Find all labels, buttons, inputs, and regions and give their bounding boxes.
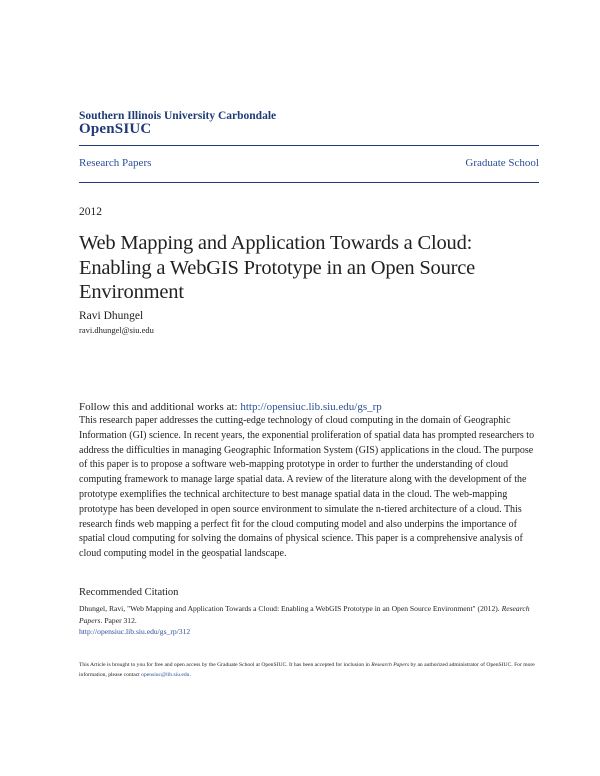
- author-email: ravi.dhungel@siu.edu: [79, 325, 154, 335]
- citation-link[interactable]: http://opensiuc.lib.siu.edu/gs_rp/312: [79, 627, 191, 636]
- repository-name[interactable]: OpenSIUC: [79, 121, 152, 137]
- abstract-text: This research paper addresses the cutting-edge technology of cloud computing in the domain of Geographic Information (GI) science. In recent years, the exponential proliferation of spatial data has prompted researchers to address the difficulties in managing Geographic Information System (GIS) applications in the cloud. The purpose of this paper is to propose a software web-mapping prototype in order to further the understanding of cloud computing framework to manage large spatial data. A review of the literature along with the development of the prototype exemplifies the technical architecture to best manage spatial data in the cloud. The web-mapping prototype has been developed in open source environment to simulate the n-tiered architecture of a cloud. This research finds web mapping a perfect fit for the cloud computing model and also underpins the importance of spatial cloud computing for solving the domains of physical science. This paper is a comprehensive analysis of cloud computing model in the geospatial landscape.: [79, 415, 535, 560]
- citation-paper-number: . Paper 312.: [100, 615, 137, 625]
- header-rule-bottom: [79, 182, 539, 183]
- follow-line: [79, 401, 382, 413]
- contact-email-link[interactable]: opensiuc@lib.siu.edu: [141, 672, 190, 679]
- research-papers-link[interactable]: Research Papers: [79, 157, 152, 169]
- paper-title: Web Mapping and Application Towards a Cloud: Enabling a WebGIS Prototype in an Open Source Environment: [79, 232, 476, 303]
- footer-text-1: This Article is brought to you for free and open access by the Graduate School at OpenSIUC. It has been accepted for inclusion in: [79, 662, 372, 668]
- footer-end: .: [189, 672, 191, 679]
- citation-series: Research Papers: [79, 604, 530, 625]
- citation-main: Dhungel, Ravi, "Web Mapping and Application Towards a Cloud: Enabling a WebGIS Prototype in an Open Source Environment" (2012).: [79, 604, 502, 613]
- footer-notice: [79, 660, 541, 680]
- publication-year: 2012: [79, 206, 102, 218]
- footer-series: Research Papers: [371, 662, 410, 668]
- header-rule-top: [79, 145, 539, 146]
- follow-prefix: Follow this and additional works at:: [79, 401, 241, 413]
- graduate-school-link[interactable]: Graduate School: [465, 157, 539, 169]
- collection-link[interactable]: http://opensiuc.lib.siu.edu/gs_rp: [240, 401, 382, 413]
- footer-text-2: by an authorized administrator of OpenSIUC. For more information, please contact: [79, 662, 535, 679]
- citation-text: [79, 603, 539, 638]
- citation-heading: Recommended Citation: [79, 587, 179, 598]
- university-name: Southern Illinois University Carbondale: [79, 110, 277, 122]
- author-name: Ravi Dhungel: [79, 310, 144, 322]
